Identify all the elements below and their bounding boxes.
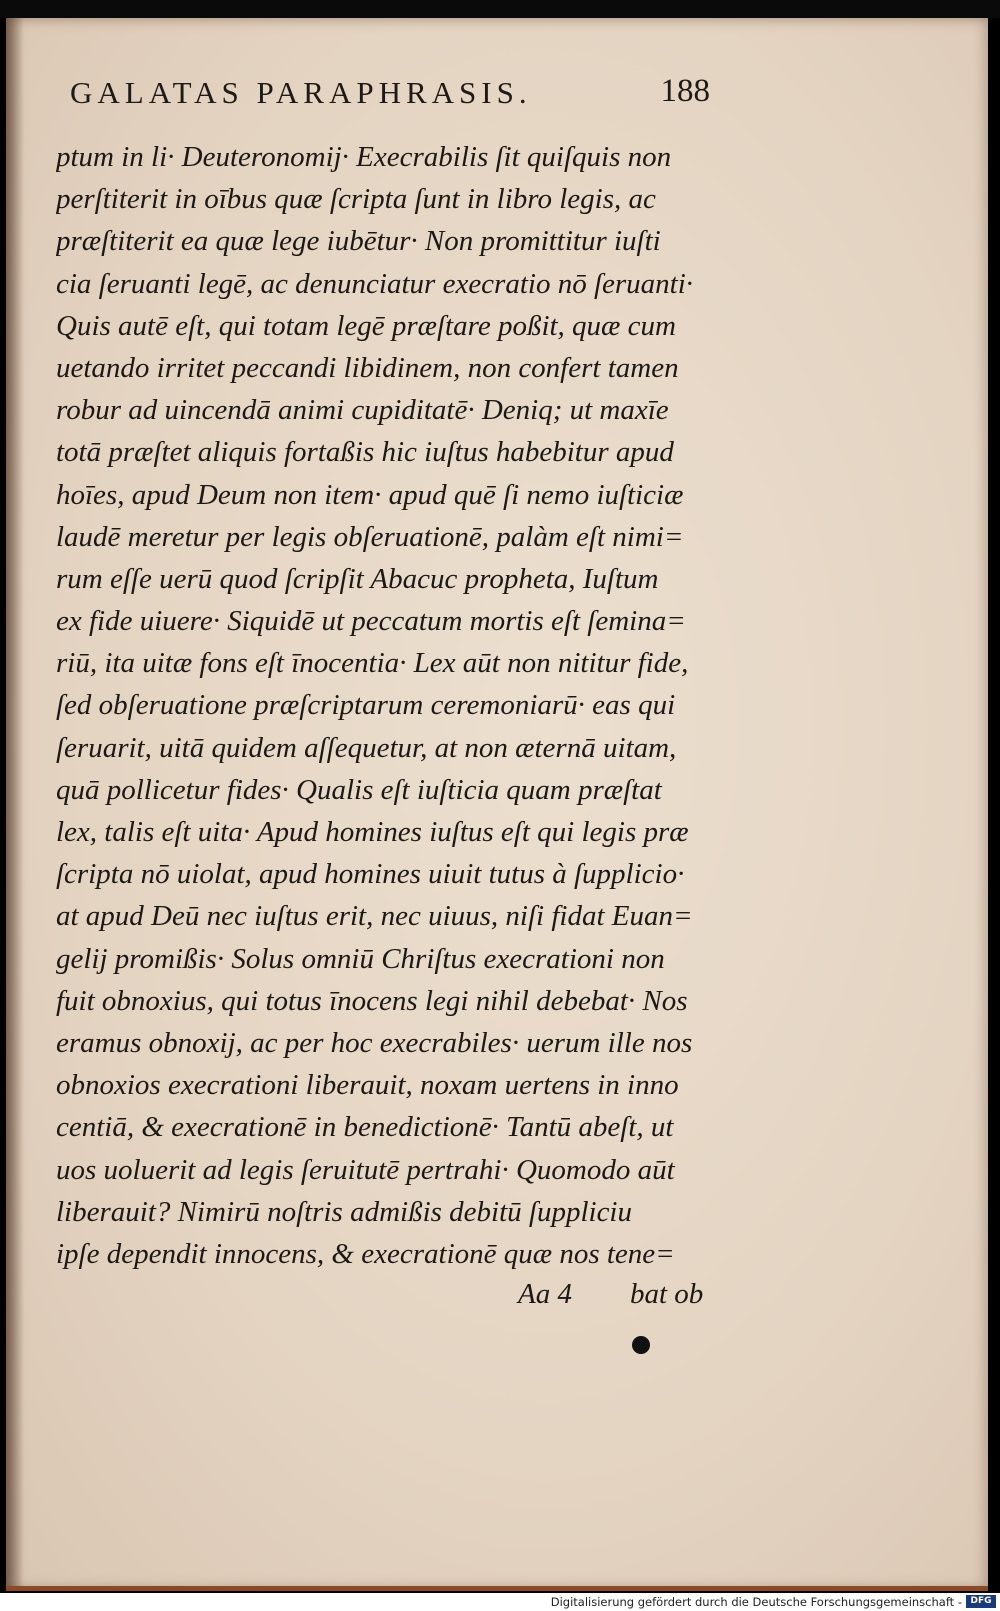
dfg-logo-icon: DFG xyxy=(966,1595,996,1608)
catchline xyxy=(518,1278,738,1318)
text-line: obnoxios execrationi liberauit, noxam uertens in inno xyxy=(56,1069,679,1102)
text-line: ex fide uiuere· Siquidē ut peccatum mortis eſt ſemina= xyxy=(56,605,686,638)
text-line: ſcripta nō uiolat, apud homines uiuit tutus à ſupplicio· xyxy=(56,858,685,891)
text-line: laudē meretur per legis obſeruationē, palàm eſt nimi= xyxy=(56,520,684,553)
catchword: bat ob xyxy=(630,1278,704,1310)
text-line: totā præſtet aliquis fortaßis hic iuſtus habebitur apud xyxy=(56,436,674,469)
page-header xyxy=(70,75,710,119)
text-line: rum eſſe uerū quod ſcripſit Abacuc propheta, Iuſtum xyxy=(56,562,659,595)
text-line: robur ad uincendā animi cupiditatē· Deniq; ut maxīe xyxy=(56,394,669,427)
body-text xyxy=(56,136,736,1275)
text-line: perſtiterit in oībus quæ ſcripta ſunt in libro legis, ac xyxy=(56,183,656,216)
text-line: Quis autē eſt, qui totam legē præſtare poßit, quæ cum xyxy=(56,309,676,342)
text-line: uetando irritet peccandi libidinem, non confert tamen xyxy=(56,351,679,384)
running-title: GALATAS PARAPHRASIS. xyxy=(70,75,532,110)
ink-dot xyxy=(632,1336,650,1354)
text-line: centiā, & execrationē in benedictionē· Tantū abeſt, ut xyxy=(56,1111,674,1144)
text-line: lex, talis eſt uita· Apud homines iuſtus eſt qui legis præ xyxy=(56,816,689,848)
viewer-top-bar xyxy=(0,0,1000,18)
text-line: gelij promißis· Solus omniū Chriſtus execrationi non xyxy=(56,942,665,975)
text-line: ptum in li· Deuteronomij· Execrabilis ſit quiſquis non xyxy=(56,141,672,173)
text-line: ſed obſeruatione præſcriptarum ceremoniarū· eas qui xyxy=(56,689,676,722)
page-bottom-edge xyxy=(6,1586,988,1591)
text-line: ipſe dependit innocens, & execrationē quæ nos tene= xyxy=(56,1237,675,1270)
folio-number: 188 xyxy=(660,73,710,109)
text-line: ſeruarit, uitā quidem aſſequetur, at non æternā uitam, xyxy=(56,731,677,764)
text-line: cia ſeruanti legē, ac denunciatur execratio nō ſeruanti· xyxy=(56,267,694,300)
spine-shadow xyxy=(6,18,24,1590)
footer-credit: Digitalisierung gefördert durch die Deutsche Forschungsgemeinschaft - xyxy=(550,1595,962,1609)
text-line: uos uoluerit ad legis ſeruitutē pertrahi· Quomodo aūt xyxy=(56,1153,675,1186)
text-line: liberauit? Nimirū noſtris admißis debitū ſuppliciu xyxy=(56,1195,632,1228)
text-line: riū, ita uitæ fons eſt īnocentia· Lex aūt non nititur fide, xyxy=(56,647,689,680)
text-line: fuit obnoxius, qui totus īnocens legi nihil debebat· Nos xyxy=(56,984,688,1017)
text-line: quā pollicetur fides· Qualis eſt iuſticia quam præſtat xyxy=(56,773,662,806)
text-line: at apud Deū nec iuſtus erit, nec uiuus, niſi fidat Euan= xyxy=(56,900,693,933)
signature-mark: Aa 4 xyxy=(518,1278,572,1310)
text-line: præſtiterit ea quæ lege iubētur· Non promittitur iuſti xyxy=(56,225,661,258)
text-line: eramus obnoxij, ac per hoc execrabiles· uerum ille nos xyxy=(56,1026,693,1059)
text-line: hoīes, apud Deum non item· apud quē ſi nemo iuſticiæ xyxy=(56,478,684,511)
